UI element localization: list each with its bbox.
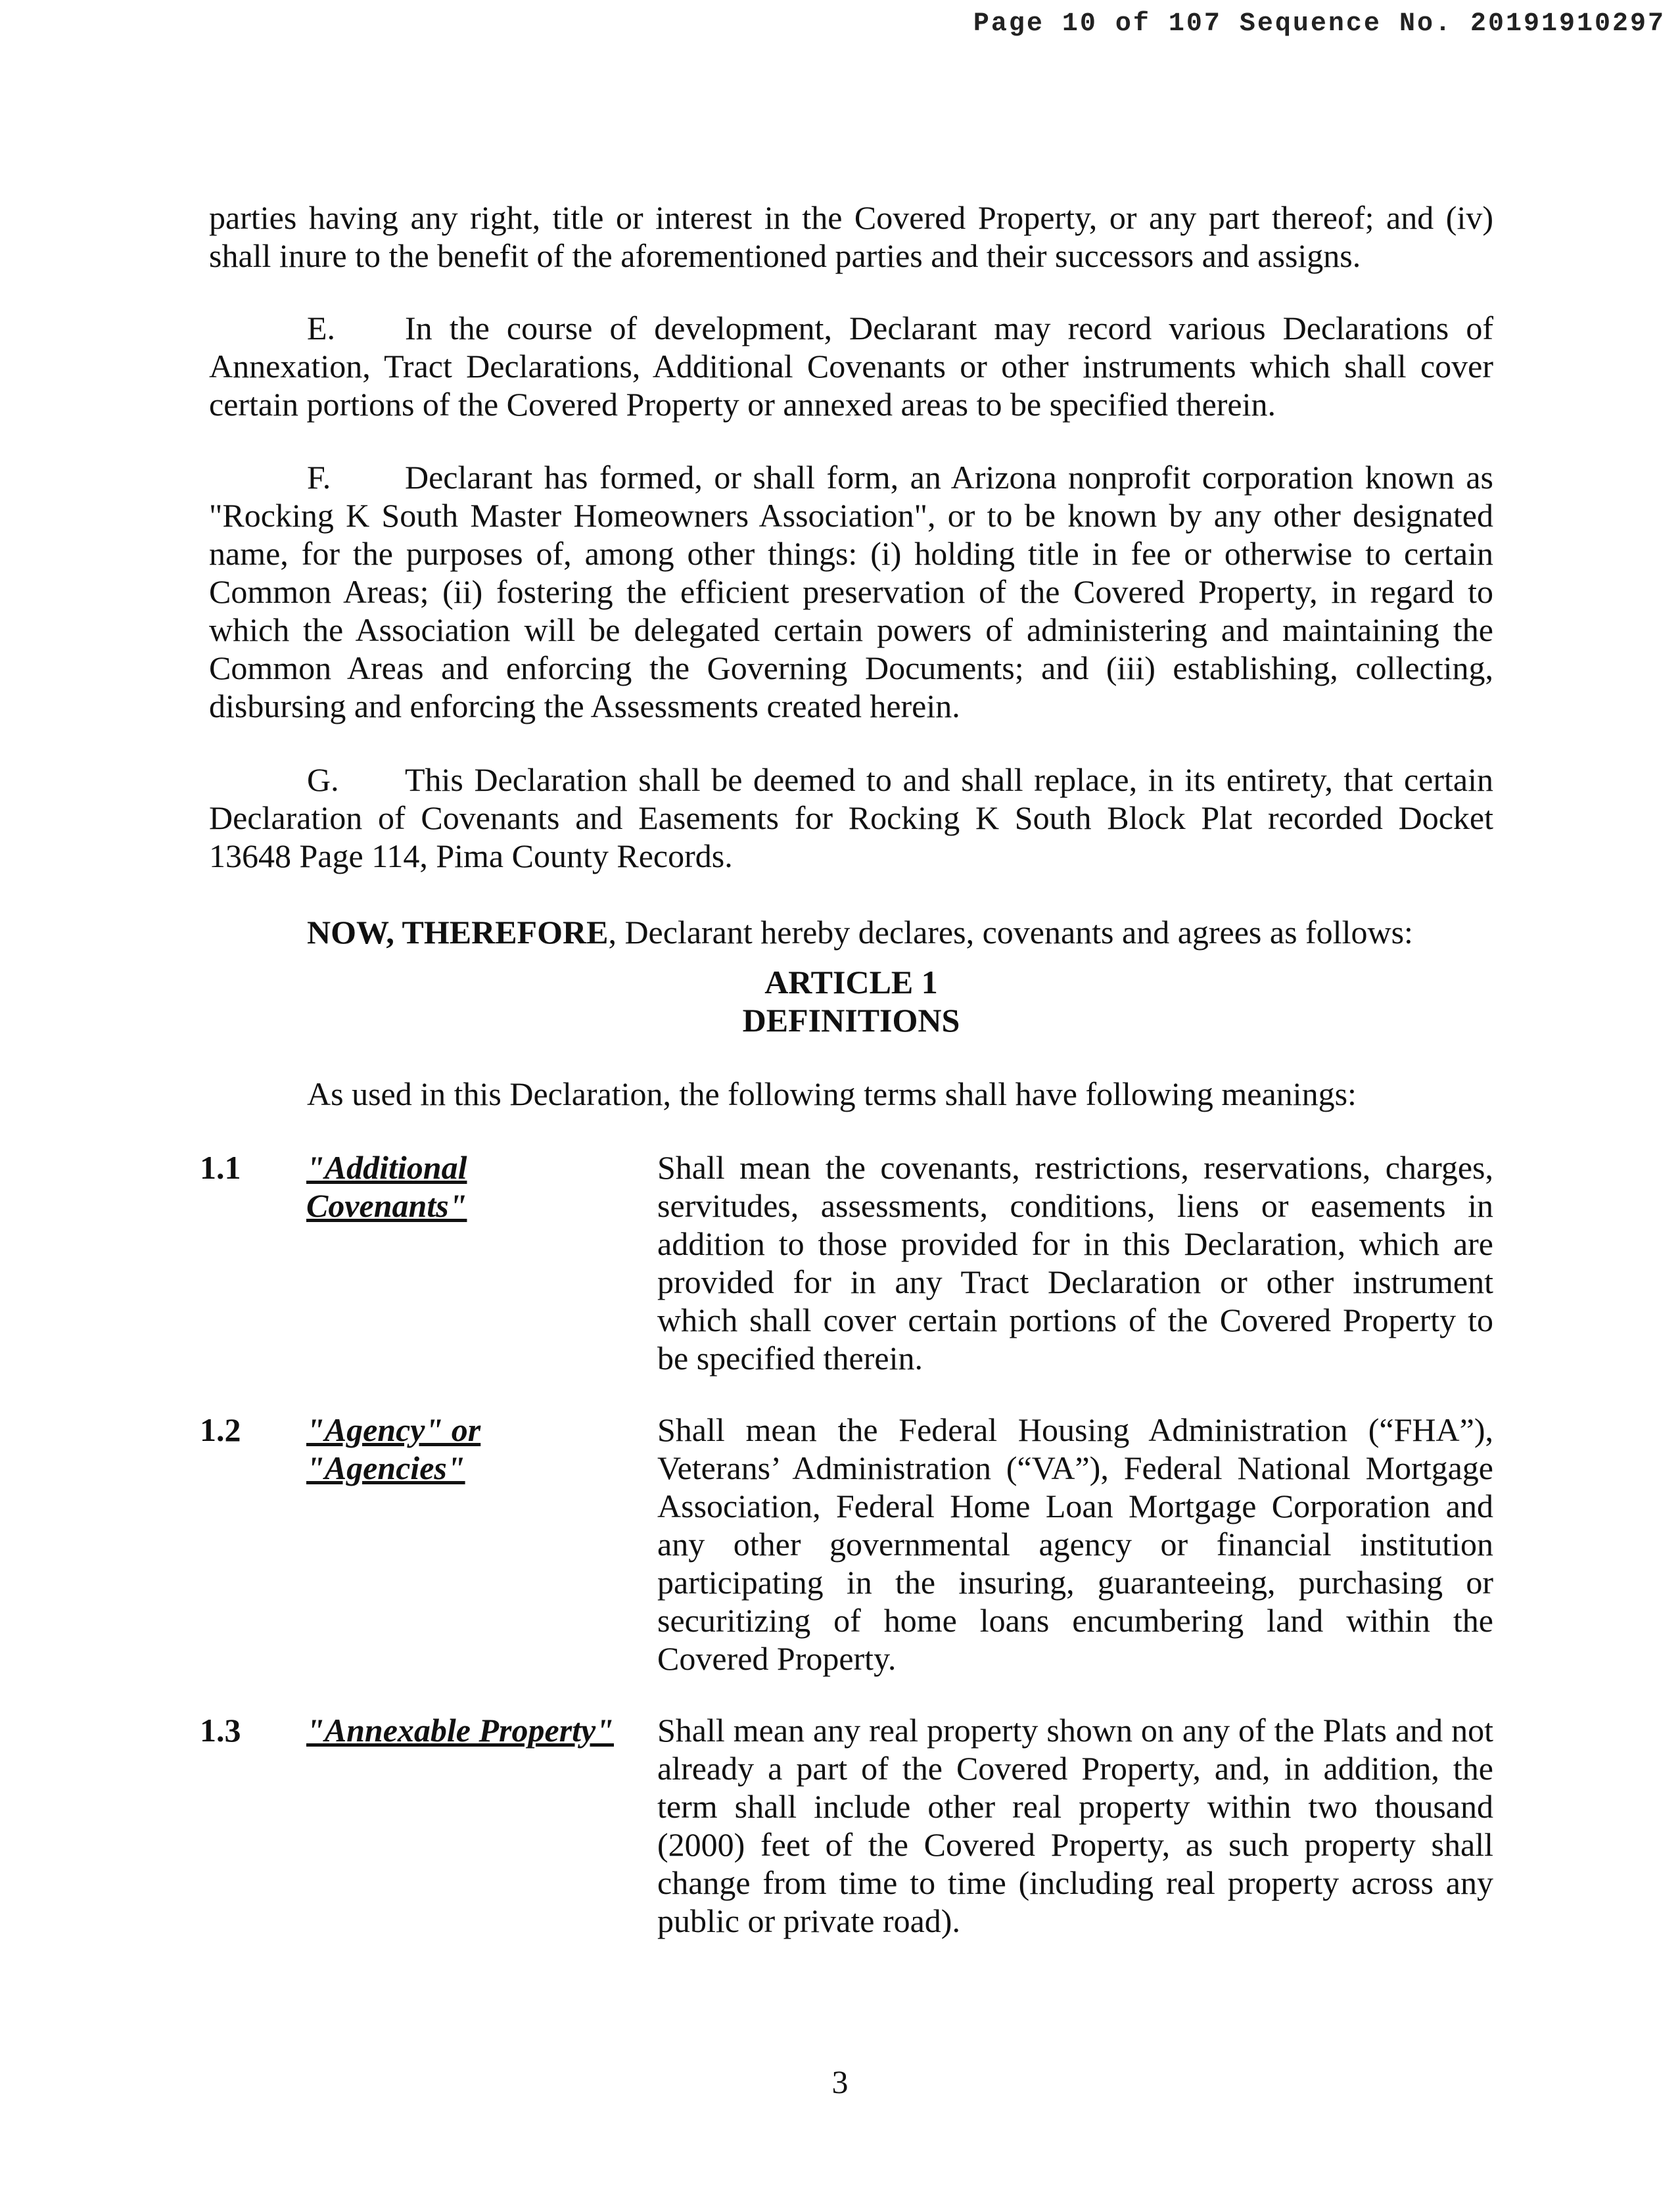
definition-term-line1: "Agency" or — [306, 1411, 481, 1448]
definition-term-line1: "Annexable Property" — [306, 1712, 614, 1749]
paragraph-g-text: This Declaration shall be deemed to and shall replace, in its entirety, that certain Declaration of Covenants and Easements for Rocking K South Block Plat recorded Docket 13648 Page 114, Pima County Records. — [209, 761, 1493, 874]
article-heading — [209, 963, 1493, 1039]
definition-term-line2: Covenants" — [306, 1187, 467, 1224]
paragraph-continuation: parties having any right, title or interest in the Covered Property, or any part thereof; and (iv) shall inure to the benefit of the aforementioned parties and their successors and assigns. — [209, 199, 1493, 274]
paragraph-e — [209, 309, 1493, 423]
definition-term — [306, 1148, 635, 1225]
definition-term-line1: "Additional — [306, 1149, 467, 1186]
paragraph-g-letter: G. — [307, 761, 339, 798]
paragraph-e-text: In the course of development, Declarant may record various Declarations of Annexation, Tract Declarations, Additional Covenants or other instruments which shall cover certain portions of the Covered Property or annexed areas to be specified therein. — [209, 310, 1493, 423]
definition-number: 1.2 — [200, 1411, 241, 1448]
page-number: 3 — [831, 2063, 849, 2100]
definition-text: Shall mean the covenants, restrictions, reservations, charges, servitudes, assessments, conditions, liens or easements in addition to those provided for in this Declaration, which are provided for in any Tract Declaration or other instrument which shall cover certain portions of the Covered Property to be specified therein. — [657, 1149, 1493, 1377]
article-number: ARTICLE 1 — [764, 964, 938, 1001]
definition-text: Shall mean any real property shown on any of the Plats and not already a part of the Covered Property, and, in addition, the term shall include other real property within two thousand (2000) feet of the Covered Property, as such property shall change from time to time (including real property across any public or private road). — [657, 1712, 1493, 1939]
definition-number: 1.3 — [200, 1712, 241, 1749]
definition-number: 1.1 — [200, 1149, 241, 1186]
definition-term — [306, 1411, 635, 1487]
paragraph-f-text: Declarant has formed, or shall form, an Arizona nonprofit corporation known as "Rocking K South Master Homeowners Association", or to be known by any other designated name, for the purposes of, among other things: (i) holding title in fee or otherwise to certain Common Areas; (ii) fostering the efficient preservation of the Covered Property, in regard to which the Association will be delegated certain powers of administering and maintaining the Common Areas and enforcing the Governing Documents; and (iii) establishing, collecting, disbursing and enforcing the Assessments created herein. — [209, 459, 1493, 724]
definition-term-line2: "Agencies" — [306, 1449, 465, 1486]
definition-text: Shall mean the Federal Housing Administration (“FHA”), Veterans’ Administration (“VA”), Federal National Mortgage Association, Federal Home Loan Mortgage Corporation and any other governmental agency or financial institution participating in the insuring, guaranteeing, purchasing or securitizing of home loans encumbering land within the Covered Property. — [657, 1411, 1493, 1677]
definitions-intro: As used in this Declaration, the following terms shall have following meanings: — [307, 1075, 1357, 1112]
paragraph-f-letter: F. — [307, 459, 331, 496]
paragraph-e-letter: E. — [307, 310, 336, 346]
article-title: DEFINITIONS — [742, 1002, 960, 1039]
paragraph-g — [209, 761, 1493, 875]
now-therefore-bold: NOW, THEREFORE — [307, 914, 609, 951]
page-sequence-stamp: Page 10 of 107 Sequence No. 20191910297 — [973, 9, 1666, 39]
definition-term — [306, 1711, 635, 1749]
now-therefore-rest: , Declarant hereby declares, covenants and agrees as follows: — [608, 914, 1413, 951]
paragraph-f — [209, 458, 1493, 725]
now-therefore-clause — [307, 913, 1413, 951]
